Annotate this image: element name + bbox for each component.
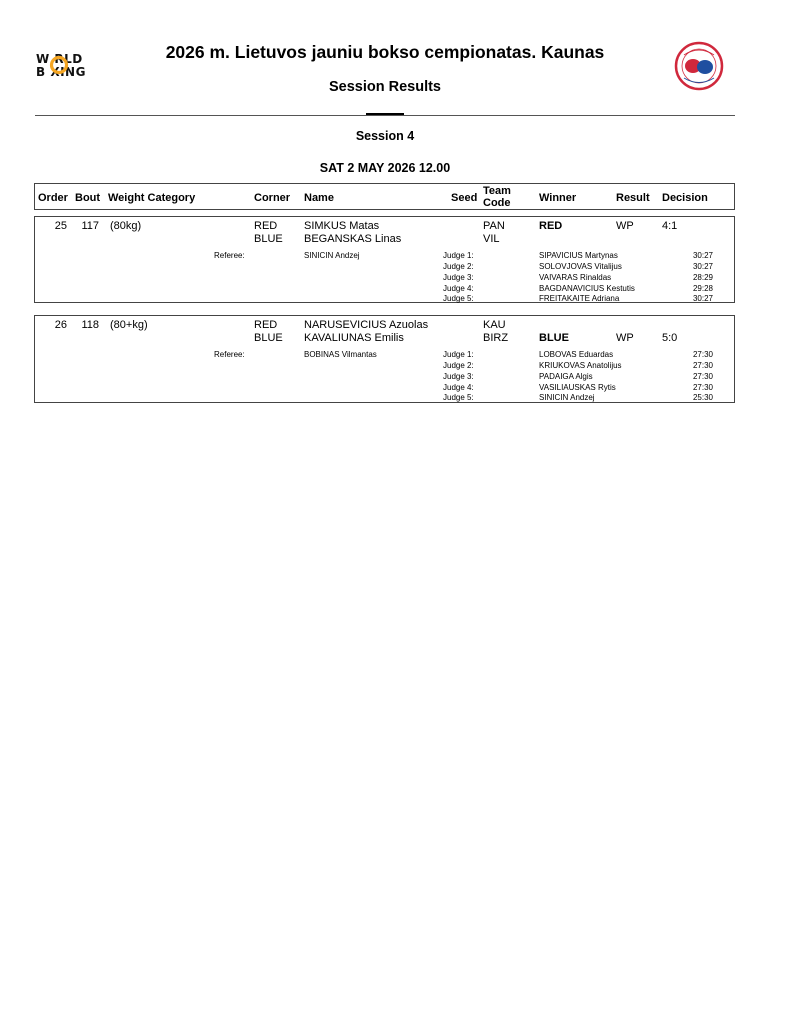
bout-result: WP	[616, 332, 634, 344]
col-winner: Winner	[539, 192, 577, 204]
judge-label: Judge 1:	[443, 251, 474, 260]
judge-name: VASILIAUSKAS Rytis	[539, 383, 616, 392]
judge-name: VAIVARAS Rinaldas	[539, 273, 612, 282]
judge-label: Judge 4:	[443, 284, 474, 293]
referee-label: Referee:	[214, 350, 245, 359]
referee-name: BOBINAS Vilmantas	[304, 350, 377, 359]
federation-logo-icon	[672, 41, 726, 91]
blue-team: VIL	[483, 233, 500, 245]
judge-score: 30:27	[692, 294, 713, 303]
bout-order: 26	[54, 319, 67, 331]
judge-score: 27:30	[692, 372, 713, 381]
blue-name: BEGANSKAS Linas	[304, 233, 402, 245]
red-corner: RED	[254, 319, 278, 331]
page-subtitle: Session Results	[328, 79, 441, 95]
blue-name: KAVALIUNAS Emilis	[304, 332, 404, 344]
logo-text-line1: W RLD	[36, 52, 83, 66]
bout-winner: BLUE	[539, 332, 569, 344]
judge-name: LOBOVAS Eduardas	[539, 350, 614, 359]
bout-block	[34, 315, 735, 403]
blue-corner: BLUE	[254, 233, 283, 245]
judge-score: 28:29	[692, 273, 713, 282]
blue-corner: BLUE	[254, 332, 283, 344]
page-title: 2026 m. Lietuvos jauniu bokso cempionatas. Kaunas	[165, 42, 605, 62]
header-divider-mark	[366, 113, 404, 115]
judge-score: 30:27	[692, 262, 713, 271]
col-name: Name	[304, 192, 334, 204]
col-seed: Seed	[451, 192, 478, 204]
judge-score: 27:30	[692, 361, 713, 370]
judge-label: Judge 5:	[443, 393, 474, 402]
table-header	[34, 183, 735, 210]
judge-score: 27:30	[692, 383, 713, 392]
judge-score: 25:30	[692, 393, 713, 402]
bout-decision: 4:1	[662, 220, 678, 232]
judge-name: SINICIN Andzej	[539, 393, 595, 402]
judge-label: Judge 3:	[443, 273, 474, 282]
logo-text-line2: B XING	[36, 65, 86, 79]
world-boxing-logo	[36, 53, 112, 79]
judge-name: KRIUKOVAS Anatolijus	[539, 361, 622, 370]
bout-winner: RED	[539, 220, 563, 232]
bout-order: 25	[54, 220, 67, 232]
judge-label: Judge 4:	[443, 383, 474, 392]
judge-name: PADAIGA Algis	[539, 372, 593, 381]
judge-label: Judge 2:	[443, 361, 474, 370]
judge-name: SOLOVJOVAS Vitalijus	[539, 262, 622, 271]
judge-name: FREITAKAITE Adriana	[539, 294, 620, 303]
judge-score: 30:27	[692, 251, 713, 260]
bout-number: 117	[81, 220, 99, 232]
referee-label: Referee:	[214, 251, 245, 260]
bout-weight: (80kg)	[110, 220, 142, 232]
col-team-code-line2: Code	[483, 197, 511, 209]
boxing-ring-icon	[49, 55, 69, 75]
session-label: Session 4	[355, 129, 415, 143]
bout-block	[34, 216, 735, 303]
col-team-code-line1: Team	[483, 185, 511, 197]
session-datetime: SAT 2 MAY 2026 12.00	[319, 161, 451, 175]
col-weight-category: Weight Category	[108, 192, 196, 204]
red-corner: RED	[254, 220, 278, 232]
red-name: SIMKUS Matas	[304, 220, 380, 232]
col-order: Order	[38, 192, 68, 204]
col-decision: Decision	[662, 192, 708, 204]
judge-label: Judge 3:	[443, 372, 474, 381]
bout-number: 118	[81, 319, 99, 331]
judge-label: Judge 5:	[443, 294, 474, 303]
judge-label: Judge 1:	[443, 350, 474, 359]
bout-result: WP	[616, 220, 634, 232]
col-bout: Bout	[75, 192, 101, 204]
red-name: NARUSEVICIUS Azuolas	[304, 319, 429, 331]
col-result: Result	[616, 192, 650, 204]
judge-name: SIPAVICIUS Martynas	[539, 251, 618, 260]
header-divider	[35, 115, 735, 116]
bout-decision: 5:0	[662, 332, 678, 344]
red-team: PAN	[483, 220, 505, 232]
judge-label: Judge 2:	[443, 262, 474, 271]
blue-team: BIRZ	[483, 332, 509, 344]
red-team: KAU	[483, 319, 506, 331]
judge-score: 27:30	[692, 350, 713, 359]
judge-name: BAGDANAVICIUS Kestutis	[539, 284, 635, 293]
col-corner: Corner	[254, 192, 291, 204]
bout-weight: (80+kg)	[110, 319, 148, 331]
judge-score: 29:28	[692, 284, 713, 293]
referee-name: SINICIN Andzej	[304, 251, 360, 260]
